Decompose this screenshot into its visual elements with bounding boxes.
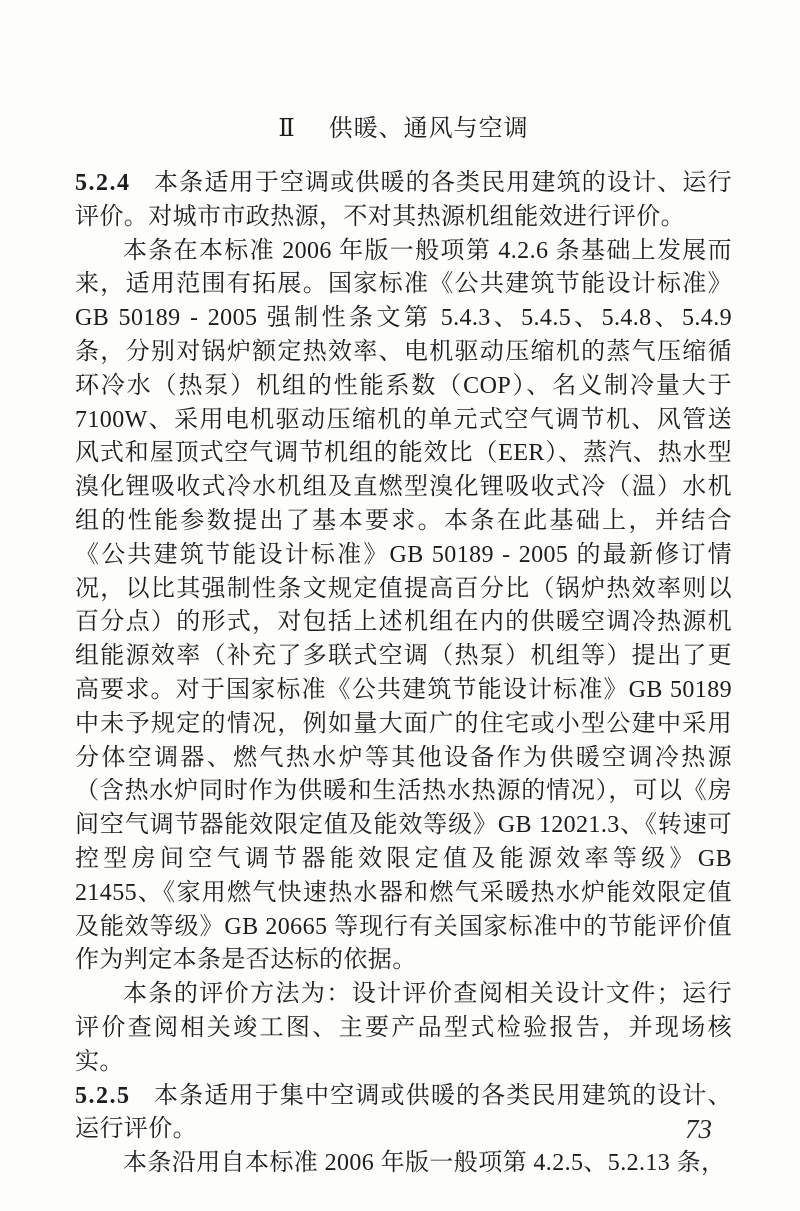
page-number: 73 (685, 1114, 712, 1144)
clause-5-2-4-commentary-paragraph: 本条在本标准 2006 年版一般项第 4.2.6 条基础上发展而来，适用范围有拓展。国家标准《公共建筑节能设计标准》GB 50189 - 2005 强制性条文第 5.4.3、5.4.5、5.4.8、5.4.9 条，分别对锅炉额定热效率、电机驱动压缩机的蒸气压缩循环冷水（热泵）机组的性能系数（COP）、名义制冷量大于 7100W、采用电机驱动压缩机的单元式空气调节机、风管送风式和屋顶式空气调节机组的能效比（EER）、蒸汽、热水型溴化锂吸收式冷水机组及直燃型溴化锂吸收式冷（温）水机组的性能参数提出了基本要求。本条在此基础上，并结合《公共建筑节能设计标准》GB 50189 - 2005 的最新修订情况，以比其强制性条文规定值提高百分比（锅炉热效率则以百分点）的形式，对包括上述机组在内的供暖空调冷热源机组能源效率（补充了多联式空调（热泵）机组等）提出了更高要求。对于国家标准《公共建筑节能设计标准》GB 50189 中未予规定的情况，例如量大面广的住宅或小型公建中采用分体空调器、燃气热水炉等其他设备作为供暖空调冷热源（含热水炉同时作为供暖和生活热水热源的情况），可以《房间空气调节器能效限定值及能效等级》GB 12021.3、《转速可控型房间空气调节器能效限定值及能源效率等级》GB 21455、《家用燃气快速热水器和燃气采暖热水炉能效限定值及能效等级》GB 20665 等现行有关国家标准中的节能评价值作为判定本条是否达标的依据。 (75, 237, 732, 974)
section-title: 供暖、通风与空调 (328, 116, 529, 142)
clause-5-2-5 (75, 1080, 732, 1148)
clause-5-2-4-text: 本条适用于空调或供暖的各类民用建筑的设计、运行评价。对城市市政热源，不对其热源机组能效进行评价。 (75, 170, 732, 230)
clause-5-2-5-text: 本条适用于集中空调或供暖的各类民用建筑的设计、运行评价。 (75, 1082, 732, 1143)
clause-5-2-5-number: 5.2.5 (75, 1082, 131, 1109)
clause-5-2-4-number: 5.2.4 (75, 170, 131, 196)
page-content (75, 112, 732, 1181)
clause-5-2-5-commentary-paragraph: 本条沿用自本标准 2006 年版一般项第 4.2.5、5.2.13 条， (123, 1150, 726, 1177)
section-numeral: Ⅱ (278, 116, 296, 142)
section-heading (75, 112, 732, 146)
clause-5-2-4 (75, 167, 732, 235)
clause-5-2-4-evaluation-method-paragraph: 本条的评价方法为：设计评价查阅相关设计文件；运行评价查阅相关竣工图、主要产品型式检验报告，并现场核实。 (75, 981, 732, 1075)
